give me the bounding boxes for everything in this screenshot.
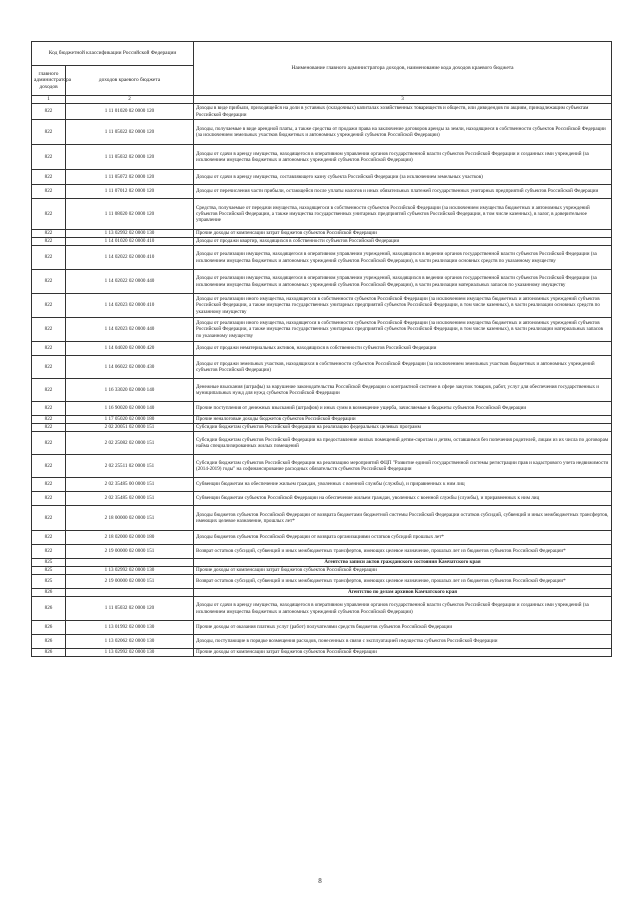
description-cell: Доходы от реализации имущества, находящегося в оперативном управлении учреждений, находящихся в ведении органов государственной власти субъектов Российской Федерации (за исключением имущества бюджетных и автономных учреждений субъектов Российской Федерации), в части реализации материальных запасов по указанному имуществу [194,270,612,294]
admin-code-cell: 822 [32,238,66,246]
admin-code-cell: 822 [32,342,66,356]
admin-code-cell: 822 [32,356,66,379]
description-cell: Доходы бюджетов субъектов Российской Федерации от возврата бюджетами бюджетной системы Российской Федерации остатков субсидий, субвенций и иных межбюджетных трансфертов, имеющих целевое назначение, прошлых лет* [194,506,612,531]
table-row [32,575,612,589]
table-row [32,478,612,492]
income-code-cell: 1 13 02992 02 0000 130 [66,567,194,575]
description-cell: Прочие доходы от компенсации затрат бюджетов субъектов Российской Федерации [194,567,612,575]
admin-code-cell: 826 [32,621,66,635]
admin-code-cell: 822 [32,104,66,120]
description-cell: Субвенции бюджетам на обеспечение жильем граждан, уволенных с военной службы (службы), и приравненных к ним лиц [194,478,612,492]
table-row [32,318,612,342]
income-code-cell: 1 14 02023 02 0000 410 [66,294,194,318]
description-cell: Прочие неналоговые доходы бюджетов субъектов Российской Федерации [194,416,612,424]
admin-code-cell: 822 [32,545,66,559]
income-code-cell: 1 13 02062 02 0000 130 [66,635,194,649]
admin-code-cell: 822 [32,432,66,455]
col-number: 1 [32,96,66,104]
description-cell: Прочие доходы от компенсации затрат бюджетов субъектов Российской Федерации [194,649,612,657]
page-number: 8 [318,877,322,885]
income-code-cell: 2 02 35485 02 0000 151 [66,492,194,506]
description-cell: Доходы от продажи земельных участков, находящихся в собственности субъектов Российской Федерации (за исключением земельных участков бюджетных и автономных учреждений субъектов Российской Федерации) [194,356,612,379]
table-row [32,230,612,238]
header-name: Наименование главного администратора доходов, наименование кода доходов краевого бюджета [194,42,612,96]
table-row [32,185,612,199]
admin-code-cell: 822 [32,379,66,402]
income-code-cell: 2 02 25511 02 0000 151 [66,455,194,478]
description-cell: Доходы от сдачи в аренду имущества, находящегося в оперативном управлении органов государственной власти субъектов Российской Федерации и созданных ими учреждений (за исключением имущества бюджетных и автономных учреждений субъектов Российской Федерации) [194,597,612,621]
table-row [32,492,612,506]
admin-code-cell: 826 [32,635,66,649]
income-code-cell: 1 11 01020 02 0000 120 [66,104,194,120]
income-code-cell: 2 18 00000 02 0000 151 [66,506,194,531]
table-row [32,545,612,559]
description-cell: Денежные взыскания (штрафы) за нарушение законодательства Российской Федерации о контрактной системе в сфере закупок товаров, работ, услуг для обеспечения государственных и муниципальных нужд для нужд субъектов Российской Федерации [194,379,612,402]
income-code-cell [66,589,194,597]
admin-code-cell: 822 [32,294,66,318]
income-code-cell [66,559,194,567]
description-cell: Субвенции бюджетам субъектов Российской Федерации на обеспечение жильем граждан, уволенных с военной службы (службы), и приравненных к ним лиц [194,492,612,506]
table-row [32,455,612,478]
income-code-cell: 1 14 02022 02 0000 410 [66,246,194,270]
income-code-cell: 1 13 02992 02 0000 130 [66,230,194,238]
description-cell: Возврат остатков субсидий, субвенций и иных межбюджетных трансфертов, имеющих целевое назначение, прошлых лет из бюджетов субъектов Российской Федерации* [194,575,612,589]
income-code-cell: 1 14 04020 02 0000 420 [66,342,194,356]
admin-code-cell: 826 [32,649,66,657]
table-row [32,120,612,145]
admin-code-cell: 825 [32,559,66,567]
col-number: 3 [194,96,612,104]
description-cell: Субсидии бюджетам субъектов Российской Федерации на реализацию мероприятий ФЦП "Развитие единой государственной системы регистрации прав и кадастрового учета недвижимости (2014-2019) годы" на софинансирование расходных обязательств субъектов Российской Федерации [194,455,612,478]
income-code-cell: 1 13 02992 02 0000 130 [66,649,194,657]
income-code-cell: 1 11 05032 02 0000 120 [66,145,194,170]
table-row [32,559,612,567]
income-code-cell: 1 16 90020 02 0000 140 [66,402,194,416]
description-cell: Прочие поступления от денежных взысканий (штрафов) и иных сумм в возмещение ущерба, зачисляемые в бюджеты субъектов Российской Федерации [194,402,612,416]
admin-code-cell: 826 [32,589,66,597]
table-row [32,635,612,649]
income-code-cell: 1 16 33020 02 0000 140 [66,379,194,402]
description-cell: Доходы, получаемые в виде арендной платы, а также средства от продажи права на заключение договоров аренды за земли, находящиеся в собственности субъектов Российской Федерации (за исключением земельных участков бюджетных и автономных учреждений субъектов Российской Федерации) [194,120,612,145]
income-code-cell: 1 14 02023 02 0000 440 [66,318,194,342]
table-row [32,170,612,185]
description-cell: Возврат остатков субсидий, субвенций и иных межбюджетных трансфертов, имеющих целевое назначение, прошлых лет из бюджетов субъектов Российской Федерации* [194,545,612,559]
income-code-cell: 1 17 05020 02 0000 180 [66,416,194,424]
table-row [32,589,612,597]
description-cell: Агентство по делам архивов Камчатского края [194,589,612,597]
admin-code-cell: 822 [32,492,66,506]
table-row [32,649,612,657]
col-number: 2 [66,96,194,104]
admin-code-cell: 825 [32,575,66,589]
description-cell: Агентство записи актов гражданского состояния Камчатского края [194,559,612,567]
income-code-cell: 1 11 05072 02 0000 120 [66,170,194,185]
admin-code-cell: 822 [32,424,66,432]
admin-code-cell: 822 [32,478,66,492]
admin-code-cell: 822 [32,246,66,270]
description-cell: Доходы, поступающие в порядке возмещения расходов, понесенных в связи с эксплуатацией имущества субъектов Российской Федерации [194,635,612,649]
income-code-cell: 2 19 00000 02 0000 151 [66,575,194,589]
description-cell: Доходы от сдачи в аренду имущества, находящегося в оперативном управлении органов государственной власти субъектов Российской Федерации и созданных ими учреждений (за исключением имущества бюджетных и автономных учреждений субъектов Российской Федерации) [194,145,612,170]
header-kbk: Код бюджетной классификации Российской Федерации [32,42,194,66]
admin-code-cell: 822 [32,170,66,185]
admin-code-cell: 822 [32,531,66,545]
income-code-cell: 2 02 35485 00 0000 151 [66,478,194,492]
admin-code-cell: 822 [32,402,66,416]
table-row [32,379,612,402]
admin-code-cell: 822 [32,185,66,199]
header-income: доходов краевого бюджета [66,66,194,96]
admin-code-cell: 825 [32,567,66,575]
description-cell: Субсидии бюджетам субъектов Российской Федерации на реализацию федеральных целевых программ [194,424,612,432]
description-cell: Субсидии бюджетам субъектов Российской Федерации на предоставление жилых помещений детям-сиротам и детям, оставшимся без попечения родителей, лицам из их числа по договорам найма специализированных жилых помещений [194,432,612,455]
table-row [32,621,612,635]
income-code-cell: 1 13 01992 02 0000 130 [66,621,194,635]
budget-table-container [31,41,611,657]
description-cell: Прочие доходы от оказания платных услуг (работ) получателями средств бюджетов субъектов Российской Федерации [194,621,612,635]
table-row [32,531,612,545]
description-cell: Доходы от реализации иного имущества, находящегося в собственности субъектов Российской Федерации (за исключением имущества бюджетных и автономных учреждений субъектов Российской Федерации, а также имущества государственных унитарных предприятий субъектов Российской Федерации, в том числе казенных), в части реализации материальных запасов по указанному имуществу [194,318,612,342]
description-cell: Прочие доходы от компенсации затрат бюджетов субъектов Российской Федерации [194,230,612,238]
admin-code-cell: 822 [32,455,66,478]
description-cell: Доходы бюджетов субъектов Российской Федерации от возврата организациями остатков субсидий прошлых лет* [194,531,612,545]
description-cell: Доходы в виде прибыли, приходящейся на доли в уставных (складочных) капиталах хозяйственных товариществ и обществ, или дивидендов по акциям, принадлежащим субъектам Российской Федерации [194,104,612,120]
table-row [32,199,612,230]
income-code-cell: 1 14 06022 02 0000 430 [66,356,194,379]
table-row [32,416,612,424]
description-cell: Доходы от продажи квартир, находящихся в собственности субъектов Российской Федерации [194,238,612,246]
income-code-cell: 1 11 05022 02 0000 120 [66,120,194,145]
table-row [32,145,612,170]
income-code-cell: 2 19 00000 02 0000 151 [66,545,194,559]
admin-code-cell: 822 [32,145,66,170]
income-code-cell: 1 14 01020 02 0000 410 [66,238,194,246]
header-admin: главного администратора доходов [32,66,66,96]
column-numbers-row [32,96,612,104]
table-row [32,424,612,432]
admin-code-cell: 826 [32,597,66,621]
income-code-cell: 2 02 25082 02 0000 151 [66,432,194,455]
table-row [32,104,612,120]
admin-code-cell: 822 [32,318,66,342]
admin-code-cell: 822 [32,506,66,531]
income-code-cell: 1 11 08020 02 0000 120 [66,199,194,230]
budget-classification-table [31,41,612,657]
table-body [32,104,612,657]
admin-code-cell: 822 [32,416,66,424]
table-row [32,506,612,531]
description-cell: Доходы от реализации иного имущества, находящегося в собственности субъектов Российской Федерации (за исключением имущества бюджетных и автономных учреждений субъектов Российской Федерации, а также имущества государственных унитарных предприятий субъектов Российской Федерации, в том числе казенных), в части реализации основных средств по указанному имуществу [194,294,612,318]
admin-code-cell: 822 [32,199,66,230]
description-cell: Доходы от продажи нематериальных активов, находящихся в собственности субъектов Российской Федерации [194,342,612,356]
table-row [32,246,612,270]
table-row [32,567,612,575]
table-row [32,402,612,416]
table-row [32,597,612,621]
table-row [32,294,612,318]
description-cell: Средства, получаемые от передачи имущества, находящегося в собственности субъектов Российской Федерации (за исключением имущества бюджетных и автономных учреждений субъектов Российской Федерации, а также имущества государственных унитарных предприятий субъектов Российской Федерации, в том числе казенных), в залог, в доверительное управление [194,199,612,230]
income-code-cell: 1 11 05032 02 0000 120 [66,597,194,621]
description-cell: Доходы от сдачи в аренду имущества, составляющего казну субъекта Российской Федерации (за исключением земельных участков) [194,170,612,185]
table-row [32,270,612,294]
admin-code-cell: 822 [32,270,66,294]
description-cell: Доходы от реализации имущества, находящегося в оперативном управлении учреждений, находящихся в ведении органов государственной власти субъектов Российской Федерации (за исключением имущества бюджетных и автономных учреждений субъектов Российской Федерации), в части реализации основных средств по указанному имуществу [194,246,612,270]
table-row [32,238,612,246]
income-code-cell: 2 18 02000 02 0000 180 [66,531,194,545]
table-row [32,432,612,455]
income-code-cell: 1 14 02022 02 0000 440 [66,270,194,294]
table-row [32,356,612,379]
income-code-cell: 2 02 20051 02 0000 151 [66,424,194,432]
admin-code-cell: 822 [32,120,66,145]
table-row [32,342,612,356]
admin-code-cell: 822 [32,230,66,238]
description-cell: Доходы от перечисления части прибыли, остающейся после уплаты налогов и иных обязательных платежей государственных унитарных предприятий субъектов Российской Федерации [194,185,612,199]
income-code-cell: 1 11 07012 02 0000 120 [66,185,194,199]
